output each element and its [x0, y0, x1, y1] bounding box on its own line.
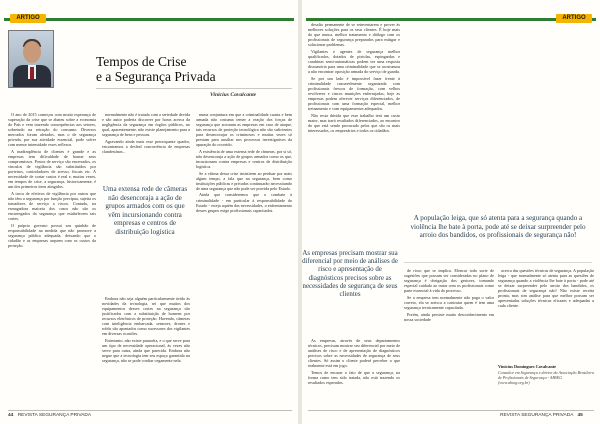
footer-rule: [308, 410, 594, 411]
paragraph: de risco que se implica. Elencar todo sorte de sugestões que possam ser consideradas no plano de segurança é obrigação dos gestores, tomando especial cuidado ao tratar com os profissionais como parte essencial à vida do processo.: [404, 268, 494, 294]
paragraph: A existência de uma extensa rede de câmeras, por si só, não desencoraja a ação de grupos armados como os que, incursionam contra empresas e centros de distribuição logística.: [196, 148, 292, 170]
title-divider: [96, 88, 292, 89]
author-bio: [498, 365, 594, 386]
paragraph: A troca de efetivos de vigilância por outros que não têm a segurança por função precípua, sujeita os tomadores de serviço a riscos. Contudo, na esmagadora maioria dos casos não são os encarregados da segurança que estabelecem tais cortes.: [8, 190, 96, 222]
body-column-6: [404, 268, 494, 406]
footer-right: [500, 413, 583, 418]
magazine-name: REVISTA SEGURANÇA PRIVADA: [500, 413, 574, 418]
paragraph: O próprio governo possui seu quinhão de responsabilidade na medida que não promove a segurança pública adequada, deixando que o cidadão e as empresas arquem com os custos da proteção.: [8, 222, 96, 248]
paragraph: acerca das questões técnicas de segurança. A população leiga - que normalmente só atenta para as questões de segurança quando a violência lhe bate à porta - pode até se deixar surpreender pelo arroio dos bandidos, os profissionais de segurança não! Não existe receita pronta, mas sim análise para que melhor possam ser apresentadas soluções técnicas eficazes e adequadas a cada cliente.: [498, 268, 594, 309]
body-column-7: [498, 268, 594, 362]
paragraph: Entretanto, não existe panacéia, e o que serve para um tipo de necessidade operacional, às vezes não serve para outra, ainda que parecida. Embora não negue que a tecnologia tem seu espaço garantido na segurança, não se pode confiar cegamente nela.: [102, 337, 190, 364]
paragraph: numa conjuntura em que a criminalidade cuasta e bem armada não costuma temer a reação dos forças de segurança que acionam as empresas em caso de ataque, tais recursos de proteção tecnológica não são suficientes para desencorajar os criminosos e muitas vezes só prestam para auxiliar nos processos investigativos da apuração do ocorrido.: [196, 112, 292, 148]
paragraph: desafio permanente de se reinventarem e prover às melhores soluções para os seus clientes. É hoje mais do que nunca, melhor tratamento e diálogo com os profissionais de segurança preparados para mitigar e solucionar problemas.: [308, 22, 400, 48]
left-page: [0, 0, 298, 424]
body-column-3: [196, 112, 292, 406]
quote-divider: [404, 262, 592, 263]
body-column-2-bottom: [102, 296, 190, 406]
paragraph: Agravando ainda mais esse preocupante quadro, encontramos a desleal concorrência de empresas clandestinas...: [102, 138, 190, 154]
paragraph: Vigilantes e agentes de segurança melhor qualificados, dotados de pistolas, espingardas e carabinas semi-automáticas podem ser uma resposta dissuasória para uma criminalidade que se acostumou a não encontrar oposição armada do serviço de guarda.: [308, 48, 400, 75]
bio-name: Vinicius Domingues Cavalcante: [498, 364, 557, 369]
top-rule: [4, 18, 294, 21]
author-photo: [8, 30, 54, 88]
title-line-2: e a Segurança Privada: [96, 69, 216, 84]
magazine-name: REVISTA SEGURANÇA PRIVADA: [17, 413, 92, 418]
page-number: 44: [8, 413, 14, 418]
paragraph: As empresas, através de seus departamentos técnicos, precisam mostrar seu diferencial por meio de análises de risco e de apresentação de diagnósticos precisos sobre as necessidades de segurança de seus clientes. Só assim o cliente poderá perceber o que realmente está em jogo.: [308, 338, 400, 369]
footer-rule: [8, 410, 292, 411]
pull-quote-left: Uma extensa rede de câmeras não desencoraja a ação de grupos armados com os que vêm incursionando contra empresas e centros de distribuição logística: [102, 185, 188, 236]
page-number: 45: [577, 413, 583, 418]
footer-left: [8, 413, 91, 418]
section-tag: ARTIGO: [556, 14, 592, 23]
section-tag: ARTIGO: [10, 14, 46, 23]
paragraph: Embora não seja alguém particularmente ávido às novidades da tecnologia, sei que muitos dos equipamentos desses cortes na segurança são justificados com a substituição de homens por recursos eletrônicos de proteção. Havendo, câmeras com inteligência embarcada, sensores, drones e robôs são apontados como sucessores dos vigilantes em diversas ocasiões.: [102, 296, 190, 337]
body-column-4: [308, 22, 400, 244]
body-column-1: [8, 112, 96, 406]
paragraph: Temos de encarar o fato de que a segurança, na forma como tem sido tratada, não está trazendo os resultados esperados.: [308, 369, 400, 385]
top-rule: [306, 18, 596, 21]
bio-text: Consultor em Segurança e diretor da Associação Brasileira de Profissionais de Segurança - ABSEG (www.abseg.org.br): [498, 369, 594, 385]
pull-quote-right: A população leiga, que só atenta para a segurança quando a violência lhe bate à porta, pode até se deixar surpreender pelo arroio dos bandidos, os profissionais de segurança não!: [410, 214, 586, 240]
body-column-2-top: [102, 112, 190, 182]
body-column-5: [308, 338, 400, 406]
article-title: [96, 54, 296, 84]
pull-quote-middle: As empresas precisam mostrar sua diferencial por meio de análises de risco e apresentação de diagnósticos precisos sobre as necessidades de segurança de seus clientes: [302, 250, 398, 299]
paragraph: Se por um lado é impossível fazer frente à criminalidade razoavelmente organizada com profissionais frescos de formação, com velhos revólveres e cincos munições enferrujadas, hoje as empresas podem oferecer serviços diferenciados, de profissionais com uma formação especial, melhor treinamento e com equipamentos adequados.: [308, 75, 400, 111]
paragraph: Se a empresa tem normalmente não paga o valor correto, ela se arrisca a contratar quem é tem uma segurança tecnicamente capacitada.: [404, 294, 494, 310]
author-byline: Vinicius Cavalcante: [210, 92, 257, 98]
paragraph: Não resta dúvida que esse trabalho terá um custo maior, mas trará resultados diferenciados, ao encontro do que está sendo procurado pelos que são os mais interessados, os empresários e todos os cidadãos.: [308, 112, 400, 133]
paragraph: Se a vítima dessa crise insistirem ao perduar por mais algum tempo, a fala que na segurança, bem como instituições públicas e privadas continuarão necessitando de uma segurança que não pode ser provida pelo Estado.: [196, 170, 292, 191]
title-line-1: Tempos de Crise: [96, 54, 187, 69]
paragraph: Porém, ainda persiste muito desconhecimento em nossa sociedade: [404, 311, 494, 322]
paragraph: A inadimplência de clientes é grande e as empresas tem dificuldade de honrar seus compromissos. Postos de serviço são encerrados, os vínculos de vigilância são substituídos por porteiros, controladores de acesso, fiscais etc. A necessidade de cortar custos é real e, muitas vezes, em tempos de crise, a segurança, historicamente, é um dos primeiros itens atingidos.: [8, 148, 96, 190]
paragraph: normalmente não é tratada com a seriedade devida e são autor poderia discorrer por horas acerca da negligência da segurança em órgãos públicos, no qual, aparentemente, não existe planejamento para a segurança de bens e pessoas.: [102, 112, 190, 138]
paragraph: O ano de 2015 começou com muita esperança de superação da crise que se abateu sobre a economia do País e vem trazendo consequências aos setores, sobretudo na retração do consumo. Diversos mercados foram afetados, mas o de segurança privada, por sua atividade essencial, pode sofrer com menor intensidade esses reflexos.: [8, 112, 96, 148]
paragraph: Ainda que consideremos que o combate à criminalidade - em particular à responsabilidade do Estado - esteja aquém das necessidades, o enfrentamento desses grupos exige profissionais capacitados.: [196, 192, 292, 213]
